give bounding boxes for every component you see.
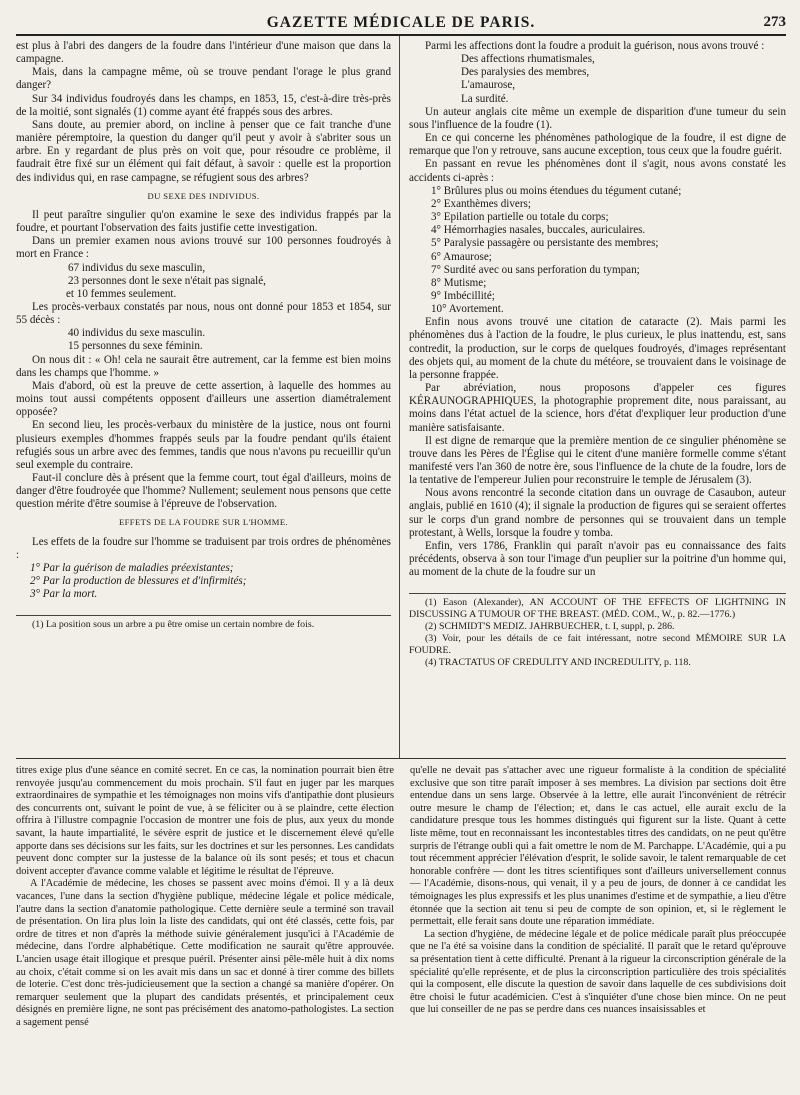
paragraph: On nous dit : « Oh! cela ne saurait être autrement, car la femme est bien moins dans les champs que l'homme. » [16,353,391,379]
paragraph: Nous avons rencontré la seconde citation dans un ouvrage de Casaubon, auteur anglais, publié en 1610 (4); il signale la production de figures qui se seraient offertes sur le corps d'un grand nombre de personnes qui se trouvaient dans un temple protestant, à Wells, lorsque la foudre y tomba. [409,487,786,539]
list-item: 9° Imbécillité; [431,289,495,302]
footnote-divider [409,593,786,594]
paragraph: est plus à l'abri des dangers de la foudre dans l'intérieur d'une maison que dans la campagne. [16,40,391,66]
accidents-list [409,185,786,317]
paragraph: En second lieu, les procès-verbaux du ministère de la justice, nous ont fourni plusieurs exemples d'hommes frappés seuls par la foudre pendant qu'ils étaient refugiés sous un arbre avec des femmes, tandis que nous n'avons pu recueillir qu'un seul exemple du contraire. [16,419,391,471]
footnote: (4) TRACTATUS OF CREDULITY AND INCREDULITY, p. 118. [425,657,691,669]
page-header [16,12,786,36]
paragraph: En ce qui concerne les phénomènes pathologique de la foudre, il est digne de remarque que l'on y retrouve, sans aucune exception, tous ceux que la foudre guérit. [409,132,786,158]
list-item: 3° Epilation partielle ou totale du corps; [431,211,609,224]
list-item: 2° Exanthèmes divers; [431,197,531,210]
effects-list [16,562,391,601]
lower-left-column [16,765,402,1095]
paragraph: Les procès-verbaux constatés par nous, nous ont donné pour 1853 et 1854, sur 55 décès : [16,300,391,327]
footnote: (1) La position sous un arbre a pu être omise un certain nombre de fois. [32,619,315,631]
list-item: 4° Hémorrhagies nasales, buccales, auriculaires. [431,224,646,237]
list-item: 67 individus du sexe masculin, [68,261,206,274]
paragraph: Par abréviation, nous proposons d'appeler ces figures KÉRAUNOGRAPHIQUES, la photographie proprement dite, nous paraissant, au moins dans l'état actuel de la science, hors d'état d'expliquer leur production d'une manière satisfaisante. [409,382,786,434]
paragraph: Les effets de la foudre sur l'homme se traduisent par trois ordres de phénomènes : [16,535,391,561]
paragraph: Il peut paraître singulier qu'on examine le sexe des individus frappés par la foudre, et pourtant l'observation des faits justifie cette investigation. [16,208,391,235]
paragraph: qu'elle ne devait pas s'attacher avec une rigueur formaliste à la condition de spécialité exclusive que son titre paraît imposer à ses membres. La division par sections doit être entendue dans un sens large. Observée à la lettre, elle aurait l'inconvénient de rétrécir outre mesure le champ de l'élection; et, dans le cas actuel, elle aurait exclu de la candidature presque tous les hommes distingués qui figurent sur la liste. Quant à cette liste même, tout en reconnaissant les incontestables titres des candidats, on ne peut qu'être surpris de l'étrange oubli qui a fait omettre le nom de M. Parchappe. L'Académie, qui a pu tout récemment apprécier l'élévation d'esprit, le solide savoir, le talent remarquable de cet honorable confrère — dont les titres scientifiques sont d'ailleurs universellement connus — l'Académie, disons-nous, qui venait, il y a peu de jours, de donner à ce candidat les témoignages les plus expressifs et les plus unanimes d'estime et de sympathie, a lieu d'être étonnée que la section ait tenu si peu de compte de son opinion, et, si le règlement le permettait, elle ferait sans doute une réparation immédiate. [410,765,786,928]
affections-list [409,53,786,106]
footnote: (3) Voir, pour les détails de ce fait intéressant, notre second MÉMOIRE SUR LA FOUDRE. [409,633,786,657]
right-column [400,36,786,758]
page-number: 273 [763,14,786,30]
list-item: 6° Amaurose; [431,250,492,263]
list-item: 40 individus du sexe masculin. [68,327,206,340]
paragraph: Dans un premier examen nous avions trouvé sur 100 personnes foudroyés à mort en France : [16,235,391,261]
footnote: (2) SCHMIDT'S MEDIZ. JAHRBUECHER, t. I, suppl, p. 286. [425,621,675,633]
paragraph: titres exige plus d'une séance en comité secret. En ce cas, la nomination pourrait bien être renvoyée jusqu'au commencement du mois prochain. S'il faut en juger par les marques extraordinaires de sympathie et les témoignages non moins vifs d'antipathie dont plusieurs des concurrents ont, suivant le point de vue, à se féliciter ou à se plaindre, cette élection offrira à l'illustre compagnie l'occasion de montrer une fois de plus, aux yeux du monde savant, la haute impartialité, le sévère esprit de justice et le discernement élevé qu'elle apporte dans ses décisions sur les faits, sur les doctrines et sur les personnes. Les candidats peuvent donc compter sur la justesse de la balance où ils sont pesés; et tous et chacun doivent accepter d'avance comme valable et légitime le résultat de l'épreuve. [16,765,394,877]
journal-title: GAZETTE MÉDICALE DE PARIS. [266,14,536,31]
paragraph: Enfin nous avons trouvé une citation de cataracte (2). Mais parmi les phénomènes dus à l'action de la foudre, le plus curieux, le plus inattendu, est, sans contredit, la production, sur le corps de quelques foudroyés, d'images représentant des objets qui, au moment de la chute du météore, se trouvaient dans le voisinage de la personne frappée. [409,316,786,381]
list-item: 2° Par la production de blessures et d'infirmités; [30,575,247,588]
section-heading: DU SEXE DES INDIVIDUS. [147,190,260,201]
section-heading: EFFETS DE LA FOUDRE SUR L'HOMME. [118,517,289,528]
stats-list [16,327,391,353]
paragraph: Un auteur anglais cite même un exemple de disparition d'une tumeur du sein sous l'influence de la foudre (1). [409,105,786,131]
list-item: La surdité. [461,92,509,105]
paragraph: En passant en revue les phénomènes dont il s'agit, nous avons constaté les accidents ci-après : [409,158,786,184]
lower-right-column [402,765,786,1095]
list-item: 10° Avortement. [431,303,504,316]
list-item: 7° Surdité avec ou sans perforation du tympan; [431,263,640,276]
list-item: L'amaurose, [461,79,516,92]
list-item: 1° Par la guérison de maladies préexistantes; [30,561,234,574]
paragraph: Mais, dans la campagne même, où se trouve pendant l'orage le plus grand danger? [16,66,391,92]
lower-section [16,759,786,1095]
paragraph: Sans doute, au premier abord, on incline à penser que ce fait tranche d'une manière péremptoire, la question du danger qu'il peut y avoir à s'abriter sous un arbre. En y regardant de plus près on voit que, pour résoudre ce problème, il faudrait être fixé sur un élément qui fait défaut, à savoir : quelle est la proportion des individus qui, en rase campagne, se réfugient sous des arbres? [16,118,391,184]
list-item: 5° Paralysie passagère ou persistante des membres; [431,237,659,250]
paragraph: A l'Académie de médecine, les choses se passent avec moins d'émoi. Il y a là deux vacances, l'une dans la section d'hygiène publique, médecine légale et police médicale, l'autre dans la section d'anatomie pathologique. Cette dernière seule a terminé son travail de présentation. On lira plus loin la liste des candidats, qui ont été classés, cette fois, par ordre de titres et non d'après la méthode suivie généralement jusqu'ici à l'Académie de médecine, dans l'ordre alphabétique. Cette modification ne saurait qu'être approuvée. L'ancien usage était illogique et presque puéril. Présenter ainsi pêle-mêle huit à dix noms au choix, c'était comme si on les avait mis dans un sac et donné à tirer comme des billets de loterie. C'est donc très-judicieusement que la section a changé sa manière d'opérer. On remarquer seulement que la plupart des candidats présentés, et principalement ceux désignés en première ligne, ne sont pas précisément des anatomo-pathologistes. La section a sagement pensé [16,878,394,1028]
list-item: 1° Brûlures plus ou moins étendues du tégument cutané; [431,184,682,197]
paragraph: Mais d'abord, où est la preuve de cette assertion, à laquelle des hommes au moins tout aussi compétents opposent d'ailleurs une assertion diamétralement opposée? [16,379,391,419]
left-column [16,36,400,758]
stats-list [16,262,391,301]
list-item: 8° Mutisme; [431,276,487,289]
paragraph: Sur 34 individus foudroyés dans les champs, en 1853, 15, c'est-à-dire très-près de la moitié, sont signalés (1) comme ayant été frappés sous des arbres. [16,92,391,118]
paragraph: Enfin, vers 1786, Franklin qui paraît n'avoir pas eu connaissance des faits précédents, observa à son tour l'image d'un peuplier sur la poitrine d'un homme qui, au moment de la chute de la foudre sur un [409,539,786,579]
list-item: et 10 femmes seulement. [66,287,177,300]
footnote: (1) Eason (Alexander), AN ACCOUNT OF THE EFFECTS OF LIGHTNING IN DISCUSSING A TUMOUR OF THE BREAST. (MÉD. COM., W., p. 82.—1776.) [409,597,786,621]
list-item: Des paralysies des membres, [461,66,590,79]
list-item: 15 personnes du sexe féminin. [68,340,203,353]
list-item: 3° Par la mort. [30,588,98,601]
list-item: 23 personnes dont le sexe n'était pas signalé, [68,274,266,287]
paragraph: Faut-il conclure dès à présent que la femme court, tout égal d'ailleurs, moins de danger d'être foudroyée que l'homme? Nullement; seulement nous pensons que cette question mérite d'être soumise à l'épreuve de l'observation. [16,472,391,511]
paragraph: Parmi les affections dont la foudre a produit la guérison, nous avons trouvé : [425,40,765,52]
paragraph: Il est digne de remarque que la première mention de ce singulier phénomène se trouve dans les Pères de l'Église qui le citent d'une manière formelle comme s'étant manifesté vers l'an 360 de notre ère, sous l'influence de la chute de la foudre, lors de la tentative de l'empereur Julien pour reconstruire le temple de Jérusalem (3). [409,434,786,487]
upper-section [16,36,786,759]
footnote-divider [16,615,391,616]
list-item: Des affections rhumatismales, [461,53,595,66]
paragraph: La section d'hygiène, de médecine légale et de police médicale paraît plus préoccupée que ne l'a été sa voisine dans la condition de spécialité. Il paraît que le retard qu'éprouve sa présentation tient à cette difficulté. Prenant à la rigueur la circonscription générale de la spécialité qu'elle représente, et de plus la circonscription particulière des trois spécialités qui la composent, elle discute la question de savoir dans laquelle de ces subdivisions doit être choisi le futur académicien. C'est à s'inquiéter d'une chose bien mince. On ne peut que lui conseiller de ne pas se perdre dans ces nuances insaisissables et [410,928,786,1016]
